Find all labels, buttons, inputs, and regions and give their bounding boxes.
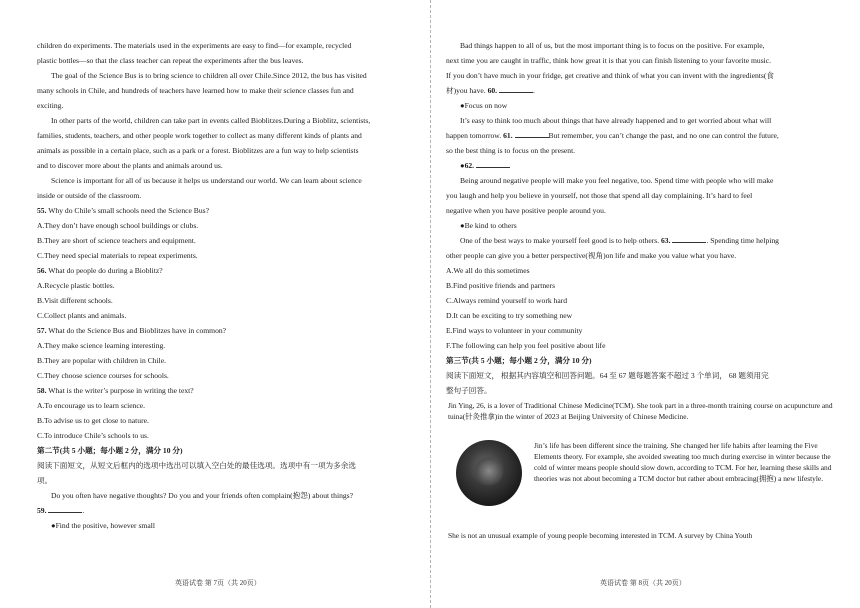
option: E.Find ways to volunteer in your community [446,326,583,335]
passage-lead: Jin Ying, 26, is a lover of Traditional Chinese Medicine(TCM). She took part in a three-month training course on acupuncture and tuina(针灸推拿)in the winter of 2023 at Beijing University of Chinese Medicine. [448,401,833,421]
answer-blank[interactable] [672,234,706,243]
text-fragment: 材)you have. [446,86,486,95]
blank-62-heading [446,158,836,173]
blank-61-line [446,128,836,143]
page-footer-left: 英语试卷 第 7页（共 20页） [175,579,261,587]
text-line: children do experiments. The materials used in the experiments are easy to find—for example, recycled [37,41,352,50]
section-instructions: 整句子回答。 [446,386,492,395]
answer-blank[interactable] [499,84,533,93]
question-text: What do people do during a Bioblitz? [48,266,163,275]
left-column [37,38,415,533]
question-text: What do the Science Bus and Bioblitzes have in common? [48,326,227,335]
text-line: animals as possible in a certain place, such as a park or a forest. Bioblitzes are a fun way to help scientists [37,146,359,155]
text-line: Bad things happen to all of us, but the most important thing is to focus on the positive. For example, [460,41,765,50]
option: C.Collect plants and animals. [37,311,127,320]
answer-blank[interactable] [515,129,549,138]
question-56 [37,263,415,278]
text-fragment: But remember, you can’t change the past, and no one can control the future, [548,131,779,140]
text-line: Science is important for all of us because it helps us understand our world. We can learn about science [51,176,362,185]
question-text: What is the writer’s purpose in writing the text? [48,386,194,395]
text-line: If you don’t have much in your fridge, get creative and think of what you can invent with the ingredients(食 [446,71,774,80]
option: B.To advise us to get close to nature. [37,416,149,425]
section-instructions: 项。 [37,476,53,485]
text-line: many schools in Chile, and hundreds of teachers have learned how to make their science classes fun and [37,86,354,95]
question-55 [37,203,415,218]
option: C.They choose science courses for schools. [37,371,169,380]
text-line: It’s easy to think too much about things that have already happened and to get worried about what will [460,116,772,125]
text-line: next time you are caught in traffic, think how great it is that you can finish listening to your favorite music. [446,56,772,65]
option: A.To encourage us to learn science. [37,401,146,410]
text-line: negative when you have positive people around you. [446,206,606,215]
option: A.They don’t have enough school buildings or clubs. [37,221,199,230]
passage-intro: Do you often have negative thoughts? Do you and your friends often complain(抱怨) about things? [51,491,353,500]
answer-blank[interactable] [48,504,82,513]
blank-59: 59. . [37,506,85,515]
question-number: 55. [37,206,47,215]
passage-body: Jin’s life has been different since the training. She changed her life habits after learning the Five Elements theory. For example, she avoided sweating too much during exercise in winter because the cold of winter means people should slow down, according to TCM. For her, learning these skills and theories was not about becoming a TCM doctor but rather about embracing(拥抱) a new lifestyle. [534,441,832,483]
bullet-heading: ●Find the positive, however small [51,521,155,530]
section-title: 第三节(共 5 小题；每小题 2 分，满分 10 分) [446,356,592,365]
blank-63-line [446,233,836,248]
blank-60-line: 材)you have. 60. . [446,86,535,95]
question-58 [37,383,415,398]
option: D.It can be exciting to try something new [446,311,573,320]
question-text: Why do Chile’s small schools need the Science Bus? [48,206,209,215]
text-fragment: One of the best ways to make yourself feel good is to help others. [460,236,660,245]
page-footer-right: 英语试卷 第 8页（共 20页） [600,579,686,587]
option: C.To introduce Chile’s schools to us. [37,431,149,440]
passage-box [448,400,834,552]
question-number: 58. [37,386,47,395]
option: B.They are short of science teachers and equipment. [37,236,196,245]
text-line: exciting. [37,101,64,110]
section-title: 第二节(共 5 小题；每小题 2 分，满分 10 分) [37,446,183,455]
section-instructions: 阅读下面短文，从短文后框内的选项中选出可以填入空白处的最佳选项。选项中有一项为多余选 [37,461,356,470]
text-line: Being around negative people will make you feel negative, too. Spend time with people who will make [460,176,774,185]
bullet-heading: ●Focus on now [460,101,508,110]
option: F.The following can help you feel positive about life [446,341,606,350]
question-number: 61. [503,131,513,140]
option: B.Find positive friends and partners [446,281,556,290]
passage-continued: She is not an unusual example of young people becoming interested in TCM. A survey by China Youth [448,531,753,540]
text-line: The goal of the Science Bus is to bring science to children all over Chile.Since 2012, the bus has visited [51,71,367,80]
text-fragment: . Spending time helping [706,236,779,245]
question-number: 56. [37,266,47,275]
text-line: inside or outside of the classroom. [37,191,142,200]
text-line: plastic bottles—so that the class teacher can repeat the experiments after the bus leaves. [37,56,304,65]
option: B.Visit different schools. [37,296,113,305]
column-divider [430,0,431,608]
question-number: 63. [660,236,671,245]
text-line: you laugh and help you believe in yourself, not those that spend all day complaining. It’s hard to feel [446,191,753,200]
option: A.We all do this sometimes [446,266,530,275]
text-line: so the best thing is to focus on the present. [446,146,576,155]
text-line: other people can give you a better perspective(视角)on life and make you value what you have. [446,251,737,260]
right-column [446,38,836,552]
text-line: In other parts of the world, children can take part in events called Bioblitzes.During a Bioblitz, scientists, [51,116,371,125]
portrait-photo [456,440,522,506]
option: A.Recycle plastic bottles. [37,281,115,290]
option: A.They make science learning interesting. [37,341,166,350]
question-number: 60. [487,86,498,95]
question-57 [37,323,415,338]
question-number: 59. [37,506,47,515]
option: B.They are popular with children in Chile. [37,356,167,365]
text-fragment: happen tomorrow. [446,131,502,140]
option: C.Always remind yourself to work hard [446,296,568,305]
bullet-heading: ●Be kind to others [460,221,517,230]
question-number: 57. [37,326,47,335]
answer-blank[interactable] [476,159,510,168]
option: C.They need special materials to repeat experiments. [37,251,198,260]
text-line: and to discover more about the plants and animals around us. [37,161,223,170]
question-number: ●62. [460,161,475,170]
text-line: families, students, teachers, and other people work together to collect as many different kinds of plants and [37,131,362,140]
section-instructions: 阅读下面短文， 根据其内容填空和回答问题。64 至 67 题每题答案不超过 3 个单词， 68 题须用完 [446,371,769,380]
